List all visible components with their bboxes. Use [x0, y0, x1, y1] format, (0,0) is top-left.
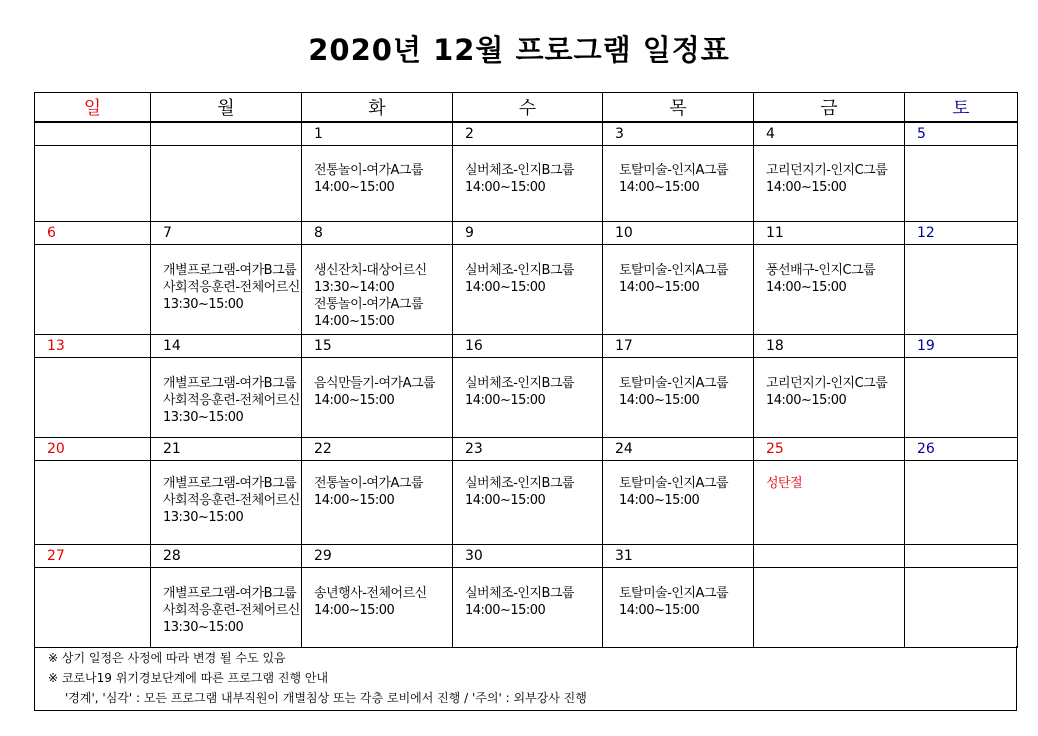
day-number: 14	[151, 335, 302, 358]
day-number-row	[35, 122, 1018, 146]
schedule-cell	[35, 568, 151, 648]
event-line: 13:30~15:00	[163, 620, 244, 635]
event-line: 14:00~15:00	[465, 393, 546, 408]
weekday-sun: 일	[35, 93, 151, 123]
schedule-cell	[35, 146, 151, 222]
event-line: 14:00~15:00	[314, 180, 395, 195]
event-line: 개별프로그램-여가B그룹	[163, 376, 297, 391]
schedule-cell	[603, 568, 754, 648]
schedule-cell	[905, 358, 1018, 438]
event-line: 14:00~15:00	[314, 393, 395, 408]
event-line: 개별프로그램-여가B그룹	[163, 586, 297, 601]
day-number: 31	[603, 545, 754, 568]
event-line: 13:30~14:00	[314, 280, 395, 295]
schedule-cell	[905, 568, 1018, 648]
page-title: 2020년 12월 프로그램 일정표	[308, 33, 730, 67]
day-number-row	[35, 335, 1018, 358]
schedule-cell	[603, 245, 754, 335]
schedule-cell	[35, 358, 151, 438]
weekday-thu: 목	[603, 93, 754, 123]
schedule-cell	[302, 146, 453, 222]
schedule-row	[35, 461, 1018, 545]
schedule-cell	[151, 568, 302, 648]
schedule-cell	[603, 358, 754, 438]
notes-table	[34, 646, 1017, 711]
event-line: 사회적응훈련-전체어르신	[163, 603, 300, 618]
event-line: 실버체조-인지B그룹	[465, 476, 575, 491]
schedule-cell	[453, 358, 603, 438]
day-number: 22	[302, 438, 453, 461]
day-number: 8	[302, 222, 453, 245]
schedule-cell	[754, 461, 905, 545]
schedule-cell	[35, 461, 151, 545]
day-number-row	[35, 222, 1018, 245]
schedule-cell	[151, 461, 302, 545]
calendar-table	[34, 92, 1018, 648]
notes-row	[35, 646, 1017, 711]
schedule-row	[35, 358, 1018, 438]
weekday-wed: 수	[453, 93, 603, 123]
event-line: 전통놀이-여가A그룹	[314, 476, 424, 491]
weekday-fri: 금	[754, 93, 905, 123]
schedule-cell	[302, 461, 453, 545]
day-number	[754, 545, 905, 568]
note-line: ※ 코로나19 위기경보단계에 따른 프로그램 진행 안내	[48, 671, 329, 685]
schedule-cell	[754, 568, 905, 648]
schedule-cell	[151, 358, 302, 438]
day-number: 4	[754, 122, 905, 146]
event-line: 토탈미술-인지A그룹	[619, 376, 729, 391]
day-number: 23	[453, 438, 603, 461]
day-number	[151, 122, 302, 146]
day-number: 5	[905, 122, 1018, 146]
day-number: 21	[151, 438, 302, 461]
day-number: 2	[453, 122, 603, 146]
event-line: 토탈미술-인지A그룹	[619, 586, 729, 601]
schedule-cell	[905, 461, 1018, 545]
event-line: 토탈미술-인지A그룹	[619, 476, 729, 491]
event-line: 실버체조-인지B그룹	[465, 376, 575, 391]
day-number: 12	[905, 222, 1018, 245]
event-line: 실버체조-인지B그룹	[465, 163, 575, 178]
event-line: 14:00~15:00	[465, 603, 546, 618]
event-line: 14:00~15:00	[619, 280, 700, 295]
schedule-cell	[453, 568, 603, 648]
event-line: 14:00~15:00	[314, 493, 395, 508]
day-number: 26	[905, 438, 1018, 461]
day-number-row	[35, 438, 1018, 461]
event-line: 14:00~15:00	[619, 180, 700, 195]
event-line: 14:00~15:00	[314, 314, 395, 329]
schedule-cell	[754, 358, 905, 438]
schedule-cell	[302, 245, 453, 335]
schedule-cell	[302, 358, 453, 438]
schedule-cell	[754, 146, 905, 222]
day-number: 10	[603, 222, 754, 245]
weekday-sat: 토	[905, 93, 1018, 123]
event-line: 14:00~15:00	[766, 280, 847, 295]
event-line: 실버체조-인지B그룹	[465, 263, 575, 278]
day-number: 20	[35, 438, 151, 461]
event-line: 실버체조-인지B그룹	[465, 586, 575, 601]
schedule-cell	[151, 245, 302, 335]
event-line: 생신잔치-대상어르신	[314, 263, 427, 278]
day-number: 11	[754, 222, 905, 245]
event-line: 전통놀이-여가A그룹	[314, 297, 424, 312]
day-number: 18	[754, 335, 905, 358]
day-number: 30	[453, 545, 603, 568]
event-line: 14:00~15:00	[465, 280, 546, 295]
event-line: 14:00~15:00	[766, 393, 847, 408]
event-line: 개별프로그램-여가B그룹	[163, 476, 297, 491]
event-line: 14:00~15:00	[465, 180, 546, 195]
schedule-cell	[603, 461, 754, 545]
schedule-cell	[302, 568, 453, 648]
schedule-cell	[905, 245, 1018, 335]
day-number: 16	[453, 335, 603, 358]
schedule-cell	[35, 245, 151, 335]
event-line: 풍선배구-인지C그룹	[766, 263, 876, 278]
day-number	[35, 122, 151, 146]
day-number: 1	[302, 122, 453, 146]
day-number: 9	[453, 222, 603, 245]
schedule-row	[35, 146, 1018, 222]
event-line: 송년행사-전체어르신	[314, 586, 427, 601]
weekday-tue: 화	[302, 93, 453, 123]
event-line: 개별프로그램-여가B그룹	[163, 263, 297, 278]
event-line: 토탈미술-인지A그룹	[619, 163, 729, 178]
day-number: 17	[603, 335, 754, 358]
day-number	[905, 545, 1018, 568]
day-number: 25	[754, 438, 905, 461]
calendar-body	[35, 93, 1018, 648]
day-number: 19	[905, 335, 1018, 358]
event-line: 14:00~15:00	[619, 393, 700, 408]
note-line: '경계', '심각' : 모든 프로그램 내부직원이 개별침상 또는 각층 로비에서 진행 / '주의' : 외부강사 진행	[65, 691, 587, 705]
day-number: 27	[35, 545, 151, 568]
schedule-cell	[603, 146, 754, 222]
event-line: 14:00~15:00	[619, 493, 700, 508]
event-line: 13:30~15:00	[163, 510, 244, 525]
event-line: 고리던지기-인지C그룹	[766, 163, 888, 178]
schedule-row	[35, 568, 1018, 648]
day-number: 7	[151, 222, 302, 245]
schedule-cell	[453, 461, 603, 545]
event-line: 고리던지기-인지C그룹	[766, 376, 888, 391]
event-line: 14:00~15:00	[766, 180, 847, 195]
event-line: 토탈미술-인지A그룹	[619, 263, 729, 278]
day-number: 3	[603, 122, 754, 146]
event-line: 사회적응훈련-전체어르신	[163, 280, 300, 295]
day-number: 13	[35, 335, 151, 358]
day-number: 24	[603, 438, 754, 461]
schedule-cell	[151, 146, 302, 222]
event-line: 13:30~15:00	[163, 410, 244, 425]
event-line: 음식만들기-여가A그룹	[314, 376, 436, 391]
event-line: 13:30~15:00	[163, 297, 244, 312]
weekday-mon: 월	[151, 93, 302, 123]
event-line: 사회적응훈련-전체어르신	[163, 393, 300, 408]
notes-cell	[35, 646, 1017, 711]
schedule-cell	[754, 245, 905, 335]
event-line: 14:00~15:00	[465, 493, 546, 508]
day-number: 15	[302, 335, 453, 358]
day-number: 29	[302, 545, 453, 568]
day-number-row	[35, 545, 1018, 568]
weekday-header-row	[35, 93, 1018, 123]
schedule-cell	[453, 245, 603, 335]
event-line: 14:00~15:00	[314, 603, 395, 618]
note-line: ※ 상기 일정은 사정에 따라 변경 될 수도 있음	[48, 651, 286, 665]
event-line: 사회적응훈련-전체어르신	[163, 493, 300, 508]
event-line: 14:00~15:00	[619, 603, 700, 618]
schedule-cell	[453, 146, 603, 222]
schedule-cell	[905, 146, 1018, 222]
schedule-row	[35, 245, 1018, 335]
holiday-label: 성탄절	[766, 476, 803, 491]
day-number: 28	[151, 545, 302, 568]
event-line: 전통놀이-여가A그룹	[314, 163, 424, 178]
day-number: 6	[35, 222, 151, 245]
